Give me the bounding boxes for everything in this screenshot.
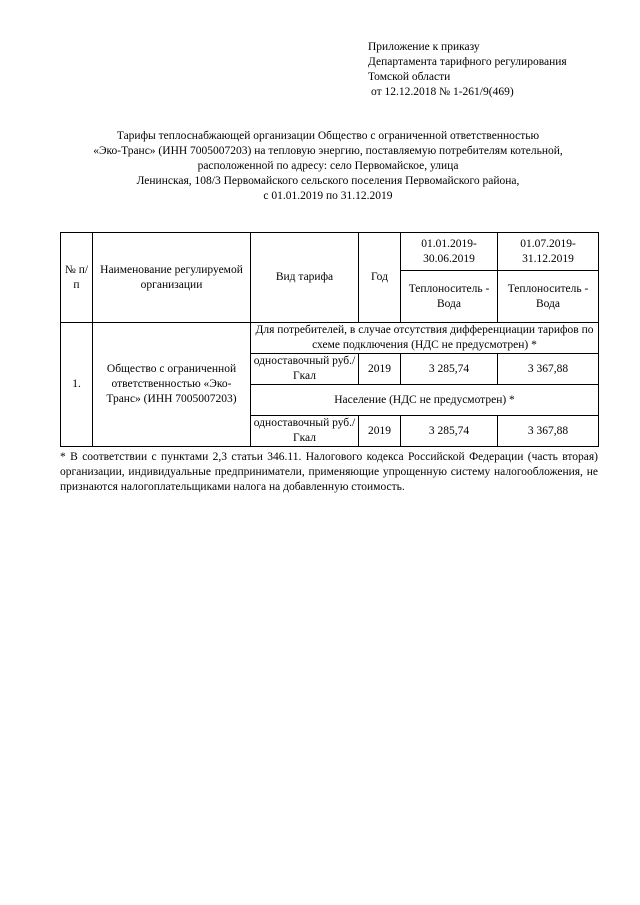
title-line: «Эко-Транс» (ИНН 7005007203) на тепловую энергию, поставляемую потребителям котельной,	[93, 145, 563, 157]
year-cell: 2019	[359, 354, 401, 385]
header-tariff-type: Вид тарифа	[251, 233, 359, 323]
appendix-line: Департамента тарифного регулирования	[368, 56, 567, 68]
appendix-header	[368, 40, 618, 100]
title-line: Тарифы теплоснабжающей организации Общество с ограниченной ответственностью	[116, 130, 540, 142]
title-line: Ленинская, 108/3 Первомайского сельского поселения Первомайского района,	[136, 175, 520, 187]
section-label: Население (НДС не предусмотрен) *	[251, 385, 599, 416]
tariff-table	[60, 232, 599, 447]
value-period-1: 3 285,74	[401, 354, 498, 385]
value-period-2: 3 367,88	[498, 354, 599, 385]
table-header-row	[61, 233, 599, 271]
appendix-line: Приложение к приказу	[368, 41, 480, 53]
header-carrier-2: Теплоноситель - Вода	[498, 271, 599, 323]
year-cell: 2019	[359, 416, 401, 447]
header-period-2: 01.07.2019-31.12.2019	[498, 233, 599, 271]
appendix-order-number: от 12.12.2018 № 1-261/9(469)	[371, 86, 514, 98]
title-line: расположенной по адресу: село Первомайское, улица	[197, 160, 459, 172]
document-title	[58, 129, 598, 204]
row-number: 1.	[61, 323, 93, 447]
header-year: Год	[359, 233, 401, 323]
row-organization: Общество с ограниченной ответственностью «Эко-Транс» (ИНН 7005007203)	[93, 323, 251, 447]
header-number: № п/п	[61, 233, 93, 323]
title-line: с 01.01.2019 по 31.12.2019	[263, 190, 393, 202]
footnote: * В соответствии с пунктами 2,3 статьи 346.11. Налогового кодекса Российской Федерации (часть вторая) организации, индивидуальные предприниматели, применяющие упрощенную систему налогообложения, не признаются налогоплательщиками налога на добавленную стоимость.	[60, 451, 598, 493]
section-label: Для потребителей, в случае отсутствия дифференциации тарифов по схеме подключения (НДС не предусмотрен) *	[251, 323, 599, 354]
appendix-line: Томской области	[368, 71, 451, 83]
tariff-type-cell: одноставочный руб./Гкал	[251, 354, 359, 385]
tariff-type-cell: одноставочный руб./Гкал	[251, 416, 359, 447]
table-section-row	[61, 323, 599, 354]
header-period-1: 01.01.2019-30.06.2019	[401, 233, 498, 271]
header-carrier-1: Теплоноситель - Вода	[401, 271, 498, 323]
value-period-1: 3 285,74	[401, 416, 498, 447]
header-org-name: Наименование регулируемой организации	[93, 233, 251, 323]
value-period-2: 3 367,88	[498, 416, 599, 447]
